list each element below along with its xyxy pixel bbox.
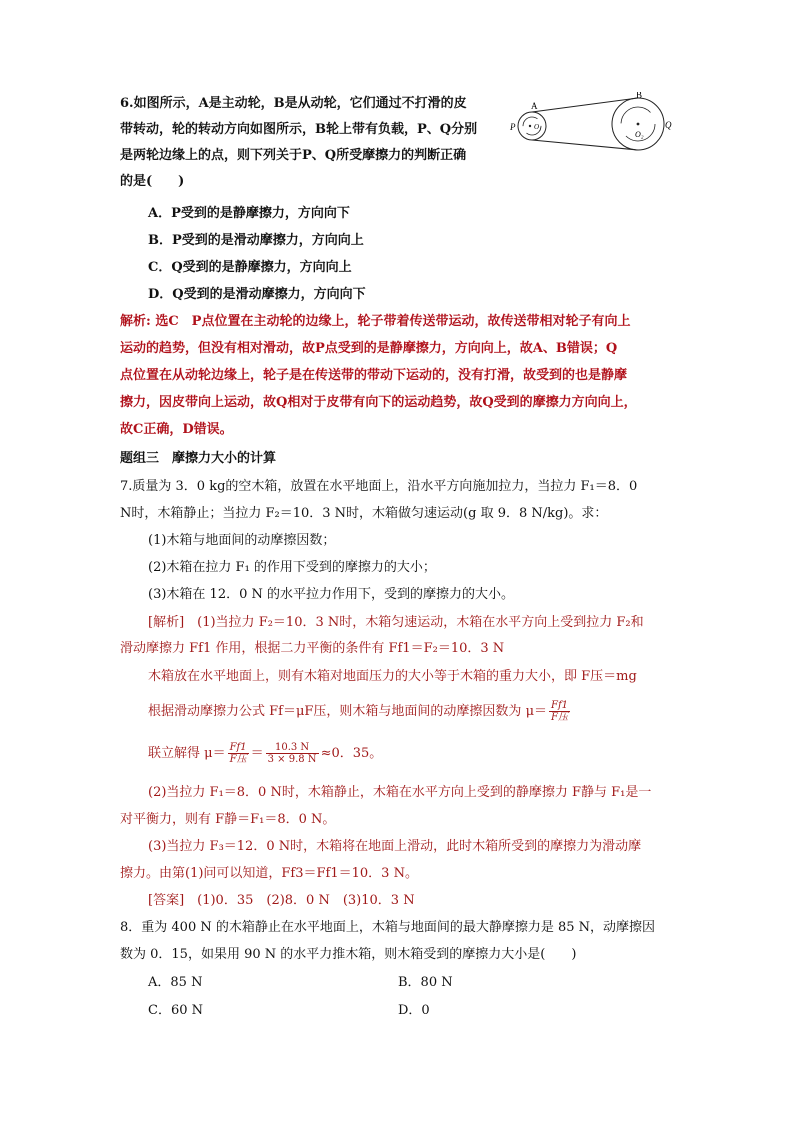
q7-a5-numerator1: Ff1 (229, 742, 247, 753)
q8-option-c: C．60 N (148, 1003, 203, 1018)
q7-analysis-line3: 木箱放在水平地面上，则有木箱对地面压力的大小等于木箱的重力大小，即 F压＝mg (148, 669, 637, 684)
belt-pulley-figure (505, 92, 675, 158)
q7-sub3: (3)木箱在 12．0 N 的水平拉力作用下，受到的摩擦力的大小。 (148, 587, 514, 602)
q7-a5-numerator2: 10.3 N (266, 742, 319, 754)
q7-a4-denominator: F压 (551, 712, 568, 723)
q7-a5-equals: ＝ (250, 746, 264, 761)
q6-solution-line3: 点位置在从动轮边缘上，轮子是在传送带的带动下运动的，没有打滑，故受到的也是静摩 (120, 368, 628, 383)
q7-answer: [答案] (1)0．35 (2)8．0 N (3)10．3 N (148, 893, 415, 908)
q7-a5-denominator2: 3 × 9.8 N (267, 754, 317, 765)
label-b: B (636, 92, 643, 100)
q6-solution-line1: 解析: 选C P点位置在主动轮的边缘上，轮子带着传送带运动，故传送带相对轮子有向上 (120, 314, 631, 329)
q8-stem-line1: 8．重为 400 N 的木箱静止在水平地面上，木箱与地面间的最大静摩擦力是 85 N，动摩擦因 (120, 920, 656, 935)
section-heading: 题组三 摩擦力大小的计算 (120, 451, 277, 466)
q7-analysis-line6: (2)当拉力 F₁＝8．0 N时，木箱静止，木箱在水平方向上受到的静摩擦力 F静与 F₁是一 (148, 785, 652, 800)
q8-option-d: D．0 (398, 1003, 430, 1018)
q7-a5-denominator1: F压 (229, 754, 247, 765)
q7-analysis-line7: 对平衡力，则有 F静＝F₁＝8．0 N。 (120, 812, 336, 827)
q6-solution-line4: 擦力，因皮带向上运动，故Q相对于皮带有向下的运动趋势，故Q受到的摩擦力方向向上， (120, 395, 637, 410)
q7-sub2: (2)木箱在拉力 F₁ 的作用下受到的摩擦力的大小； (148, 560, 436, 575)
q6-solution-line2: 运动的趋势，但没有相对滑动，故P点受到的是静摩擦力，方向向上，故A、B错误；Q (120, 341, 618, 356)
q7-a4-text: 根据滑动摩擦力公式 Ff＝μF压，则木箱与地面间的动摩擦因数为 μ＝ (148, 704, 548, 719)
label-p: P (510, 122, 516, 132)
label-a: A (531, 101, 538, 111)
q7-a5-text: 联立解得 μ＝ (148, 746, 226, 761)
q7-analysis-line9: 擦力。由第(1)问可以知道，Ff3＝Ff1＝10．3 N。 (120, 866, 418, 881)
q6-option-c: C．Q受到的是静摩擦力，方向向上 (148, 260, 352, 275)
q7-analysis-line2: 滑动摩擦力 Ff1 作用，根据二力平衡的条件有 Ff1＝F₂＝10．3 N (120, 641, 505, 656)
q6-stem-line1: 6.如图所示，A是主动轮，B是从动轮，它们通过不打滑的皮 (120, 96, 467, 111)
q7-stem-line1: 7.质量为 3．0 kg的空木箱，放置在水平地面上，沿水平方向施加拉力，当拉力 F₁＝8．0 (120, 479, 638, 494)
q6-option-b: B．P受到的是滑动摩擦力，方向向上 (148, 233, 364, 248)
q7-a5-result: ≈0．35。 (320, 746, 383, 761)
label-o2: O₂ (635, 130, 644, 139)
q6-stem-line2: 带转动，轮的转动方向如图所示，B轮上带有负载，P、Q分别 (120, 122, 478, 137)
q7-analysis-line1: [解析] (1)当拉力 F₂＝10．3 N时，木箱匀速运动，木箱在水平方向上受到拉力 F₂和 (148, 615, 644, 630)
q8-stem-line2: 数为 0．15，如果用 90 N 的水平力推木箱，则木箱受到的摩擦力大小是( ) (120, 947, 577, 962)
q6-option-a: A．P受到的是静摩擦力，方向向下 (148, 206, 350, 221)
q7-analysis-line8: (3)当拉力 F₃＝12．0 N时，木箱将在地面上滑动，此时木箱所受到的摩擦力为滑动摩 (148, 839, 642, 854)
q7-stem-line2: N时，木箱静止；当拉力 F₂＝10．3 N时，木箱做匀速运动(g 取 9．8 N/kg)。求： (120, 506, 608, 521)
q7-analysis-line5 (148, 741, 382, 767)
q8-option-a: A．85 N (148, 975, 203, 990)
label-o1: O₁ (534, 123, 542, 131)
q6-option-d: D．Q受到的是滑动摩擦力，方向向下 (148, 287, 366, 302)
q8-option-b: B．80 N (398, 975, 453, 990)
q6-stem-line4: 的是( ) (120, 174, 185, 189)
label-q: Q (665, 120, 672, 130)
q7-analysis-line4 (148, 700, 572, 724)
q7-sub1: (1)木箱与地面间的动摩擦因数； (148, 533, 336, 548)
q7-a4-numerator: Ff1 (551, 700, 569, 711)
q6-solution-line5: 故C正确，D错误。 (120, 422, 233, 437)
q6-stem-line3: 是两轮边缘上的点，则下列关于P、Q所受摩擦力的判断正确 (120, 148, 467, 163)
